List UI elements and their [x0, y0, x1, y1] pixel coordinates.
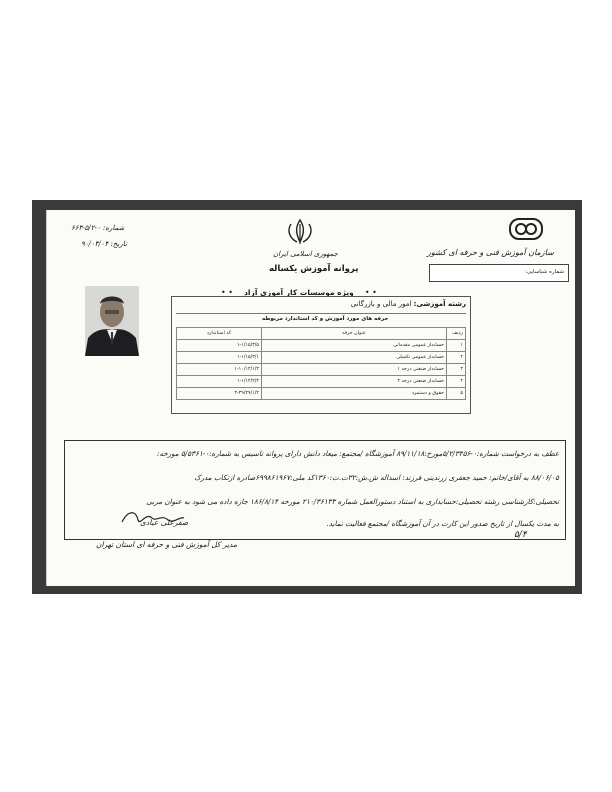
table-row [177, 352, 466, 364]
course-title: حسابدار عمومی تکمیلی [262, 352, 447, 364]
header-title: عنوان حرفه [262, 328, 447, 340]
course-title: حسابدار صنعتی درجه ۱ [262, 364, 447, 376]
certificate-line-2: ۸۸/۰۶/۰۵ به آقای/خانم: حمید جعفری زرندینی فرزند: اسداله ش.ش:۳۲ت.ت:۱۳۶۰کد ملی:۶۹۹۸۶۱۹۶۷صادره ازتکاب مدرک [194, 473, 559, 482]
row-number: ۱ [447, 340, 466, 352]
course-title: حسابدار صنعتی درجه ۲ [262, 376, 447, 388]
certificate-line-1: عطف به درخواست شماره:۰-۵/۲/۳۴۵۶مورخ:۸۹/۱۱/۱۸ آموزشگاه /مجتمع: میعاد دانش دارای پروانه تاسیس به شماره:۰-۵/۵۳۶۱ مورخه: [156, 449, 559, 458]
divider [176, 313, 466, 314]
page-mark: ۵/۴ [514, 530, 527, 540]
certificate-line-4: به مدت یکسال از تاریخ صدور این کارت در آن آموزشگاه /مجتمع فعالیت نماید. [326, 519, 559, 528]
decorative-dots-right: • • [364, 288, 377, 297]
row-number: ۵ [447, 388, 466, 400]
signatory-position: مدیر کل آموزش فنی و حرفه ای استان تهران [96, 540, 238, 549]
course-code: ۱-۱/۱۵/۳/۵ [177, 340, 262, 352]
row-number: ۲ [447, 352, 466, 364]
document-number [71, 224, 124, 232]
row-number: ۳ [447, 364, 466, 376]
signatory-name: صفرعلی عبادی [140, 518, 189, 527]
table-header-row [177, 328, 466, 340]
row-number: ۴ [447, 376, 466, 388]
courses-table [176, 327, 466, 400]
emblem-caption: جمهوری اسلامی ایران [273, 250, 338, 258]
table-row [177, 364, 466, 376]
field-row [351, 300, 466, 308]
decorative-dots-left: • • [221, 288, 233, 297]
organization-logo-icon [509, 218, 543, 240]
holder-photo [85, 286, 139, 356]
date-value: ۹۰/۰۳/۰۴ [81, 240, 109, 248]
course-code: ۱-۱۰/۱۴/۱/۳ [177, 364, 262, 376]
courses-frame [171, 296, 471, 414]
number-label: شماره: [102, 224, 125, 232]
document-title: پروانه آموزش یکساله [269, 264, 359, 274]
certificate-line-3: تحصیلی:کارشناسی رشته تحصیلی:حسابداری به استناد دستورالعمل شماره ۲۱۰/۳۶۱۳۳ مورخه ۱۸۶/۸/۱۴ جازه داده می شود به عنوان مربی [146, 497, 559, 506]
course-code: ۱-۱/۱۵/۳/۱ [177, 352, 262, 364]
id-number-box [429, 264, 569, 282]
course-code: ۱-۱/۱۴/۲/۴ [177, 376, 262, 388]
course-code: ۳-۳۹/۲۹/۱/۴ [177, 388, 262, 400]
field-value: امور مالی و بازرگانی [350, 300, 412, 308]
document-date [81, 240, 127, 248]
national-emblem-icon [283, 218, 317, 246]
course-title: حسابدار عمومی مقدماتی [262, 340, 447, 352]
header-row-number: ردیف [447, 328, 466, 340]
header-code: کد استاندارد [177, 328, 262, 340]
date-label: تاریخ: [110, 240, 127, 248]
table-row [177, 376, 466, 388]
field-label: رشته آموزشی: [413, 300, 466, 308]
table-row [177, 388, 466, 400]
subtitle: ویژه موسسات کار آموزی آزاد [244, 288, 354, 297]
number-value: ۰-۵/۲-۶۶۳ [71, 224, 101, 232]
organization-name: سازمان آموزش فنی و حرفه ای کشور [427, 248, 554, 257]
id-number-label: شماره شناسایی: [525, 269, 564, 275]
course-title: حقوق و دستمزد [262, 388, 447, 400]
table-row [177, 340, 466, 352]
table-caption: حرفه های مورد آموزش و کد استاندارد مربوطه [262, 316, 389, 322]
